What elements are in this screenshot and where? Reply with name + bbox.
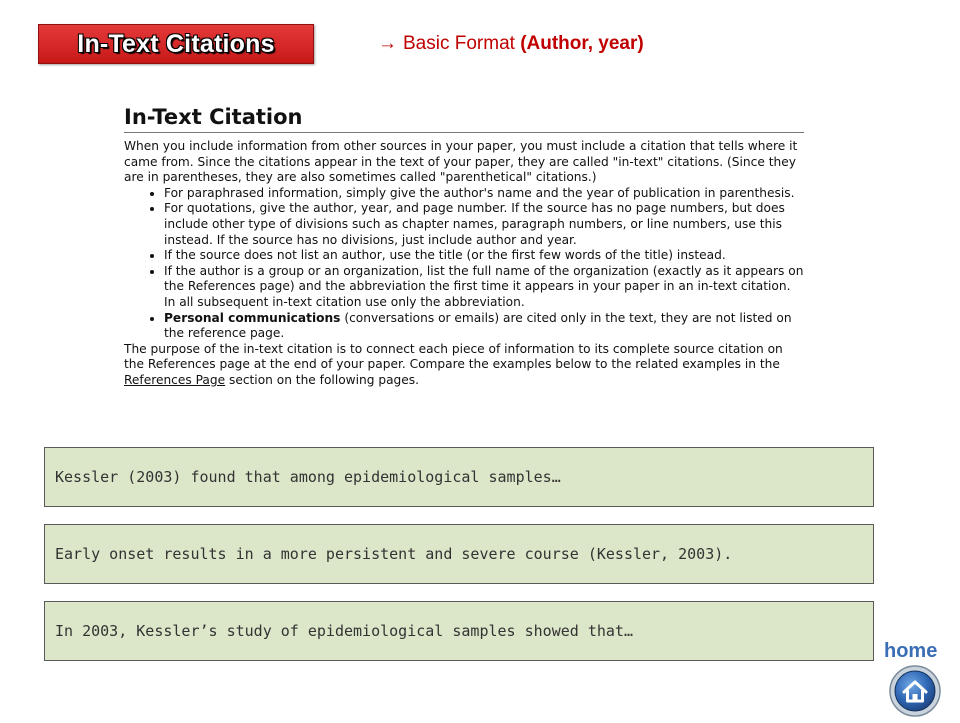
- example-box-year-first: [44, 601, 874, 661]
- references-page-link[interactable]: References Page: [124, 372, 226, 387]
- closing-text-before: The purpose of the in-text citation is to connect each piece of information to its complete source citation on the References page at the end of your paper. Compare the examples below to the related examples in the: [124, 341, 783, 372]
- title-banner: [38, 24, 314, 64]
- rules-list: [124, 186, 804, 342]
- home-button[interactable]: [888, 664, 942, 718]
- list-item: • If the author is a group or an organization, list the full name of the organization (exactly as it appears on the References page) and the abbreviation the first time it appears in your paper in an in-text citation. In all subsequent in-text citation use only the abbreviation.: [164, 264, 804, 311]
- list-item: • For paraphrased information, simply give the author's name and the year of publication in parenthesis.: [164, 186, 804, 202]
- personal-communications-term: Personal communications: [164, 310, 341, 325]
- example-box-narrative: [44, 447, 874, 507]
- home-icon: [888, 664, 942, 718]
- example-box-parenthetical: [44, 524, 874, 584]
- list-item: [164, 311, 804, 342]
- closing-text-after: section on the following pages.: [225, 372, 420, 387]
- document-intro: When you include information from other sources in your paper, you must include a citation that tells where it came from. Since the citations appear in the text of your paper, they are called "in-text" citations. (Since they are in parentheses, they are also sometimes called "parenthetical" citations.): [124, 139, 798, 185]
- document-closing: [124, 342, 804, 389]
- subtitle-emphasis: (Author, year): [520, 33, 644, 54]
- document-heading: In-Text Citation: [124, 104, 804, 133]
- example-text: Early onset results in a more persistent and severe course (Kessler, 2003).: [55, 545, 733, 563]
- subtitle: [378, 33, 644, 55]
- list-item: • If the source does not list an author, use the title (or the first few words of the title) instead.: [164, 248, 804, 264]
- personal-communications-text: (conversations or emails) are cited only in the text, they are not listed on the reference page.: [164, 310, 792, 341]
- arrow-right-icon: →: [378, 33, 397, 54]
- list-item: • For quotations, give the author, year, and page number. If the source has no page numbers, but does include other type of divisions such as chapter names, paragraph numbers, or line numbers, use this instead. If the source has no divisions, just include author and year.: [164, 201, 804, 248]
- example-text: Kessler (2003) found that among epidemiological samples…: [55, 468, 561, 486]
- citation-document: [124, 104, 804, 389]
- slide-title: In-Text Citations: [77, 29, 275, 58]
- subtitle-prefix: Basic Format: [403, 33, 515, 54]
- example-text: In 2003, Kessler’s study of epidemiological samples showed that…: [55, 622, 633, 640]
- home-label[interactable]: home: [884, 640, 938, 662]
